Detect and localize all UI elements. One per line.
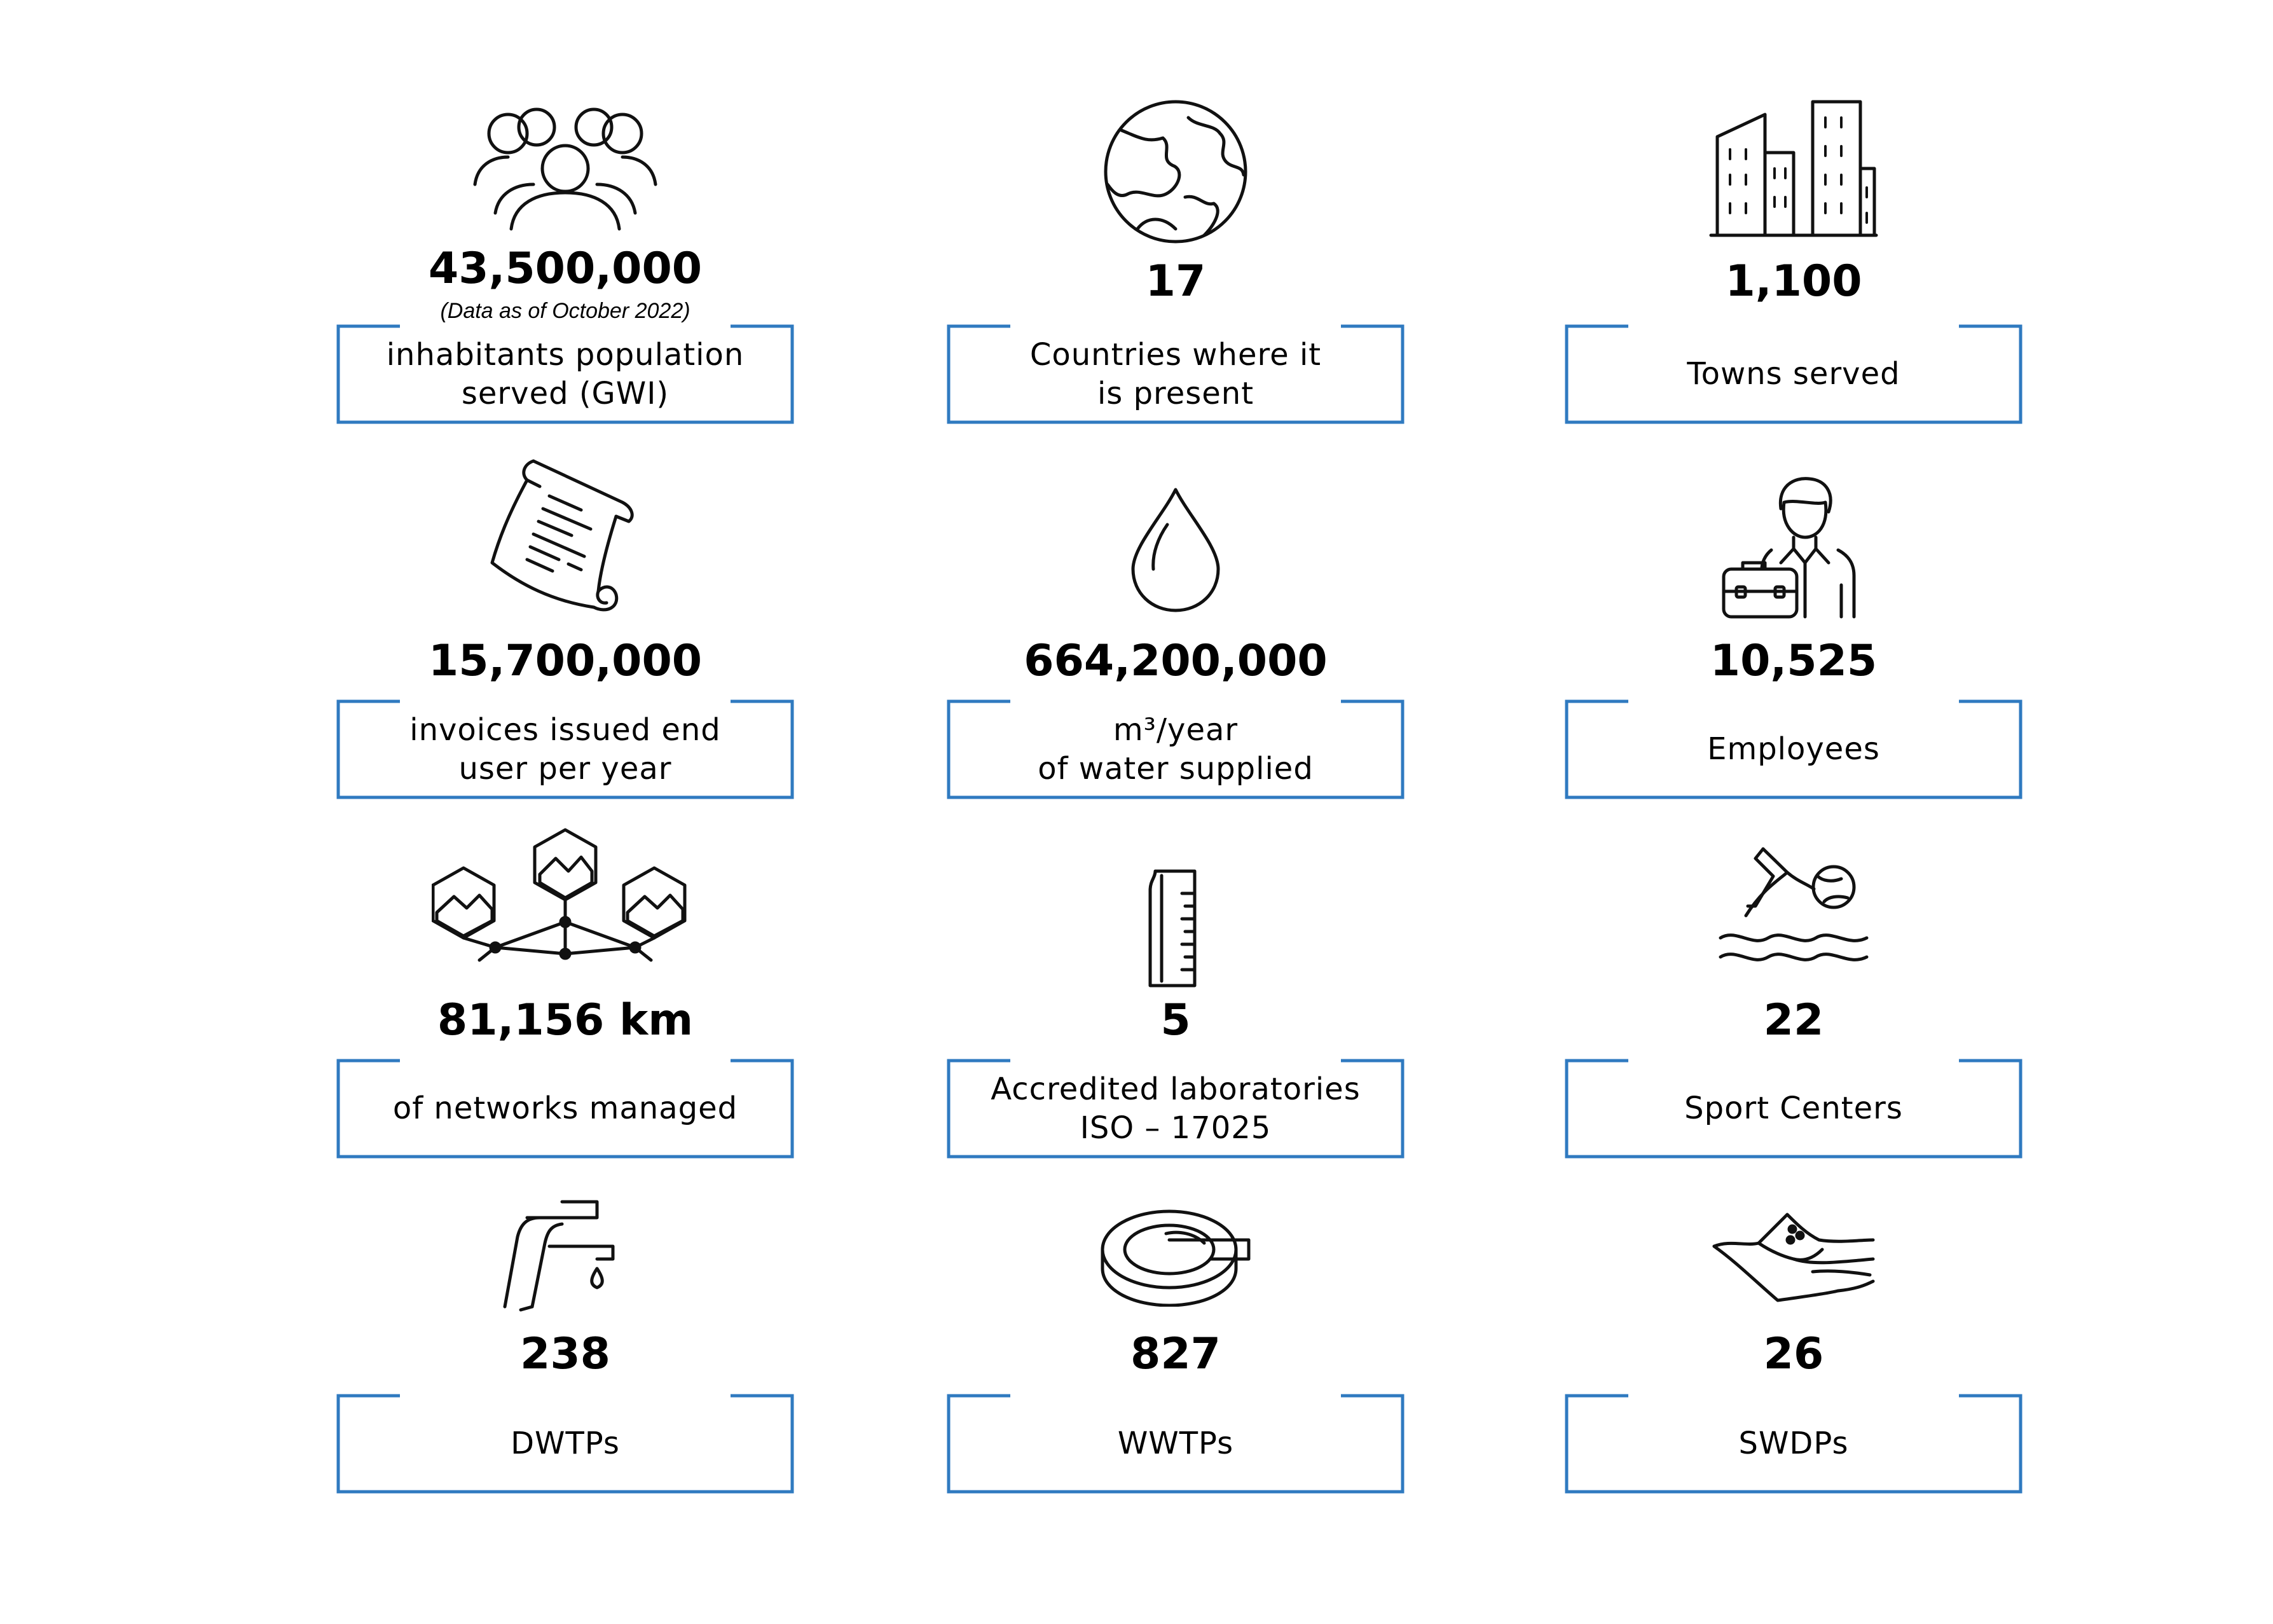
stat-towns xyxy=(1565,99,2022,442)
stat-value: 17 xyxy=(1145,256,1206,306)
stat-label: inhabitants population served (GWI) xyxy=(386,336,745,411)
stat-value: 81,156 km xyxy=(437,995,694,1045)
stat-value: 26 xyxy=(1763,1329,1824,1379)
stat-label-box xyxy=(947,1059,1404,1159)
stat-water-supplied xyxy=(947,458,1404,801)
swimmer-icon xyxy=(1717,846,1870,967)
stat-swdps xyxy=(1565,1199,2022,1542)
stat-label-box xyxy=(947,699,1404,799)
stat-label-box xyxy=(947,1394,1404,1494)
stat-value: 10,525 xyxy=(1710,636,1878,686)
stat-label-box xyxy=(336,699,794,799)
buildings-icon xyxy=(1708,99,1879,238)
stat-label: of networks managed xyxy=(392,1091,738,1126)
people-group-icon xyxy=(470,99,661,232)
stat-value: 238 xyxy=(520,1329,610,1379)
stat-label: DWTPs xyxy=(511,1426,620,1461)
stat-label-box xyxy=(1565,1059,2022,1159)
stat-countries xyxy=(947,99,1404,442)
stat-networks xyxy=(336,827,794,1170)
stat-note: (Data as of October 2022) xyxy=(440,299,690,323)
stat-label-box xyxy=(1565,699,2022,799)
stat-label-box xyxy=(336,1059,794,1159)
stat-label-box xyxy=(947,324,1404,424)
network-houses-icon xyxy=(432,827,699,973)
stat-label: Accredited laboratories ISO – 17025 xyxy=(991,1071,1361,1146)
stat-wwtps xyxy=(947,1199,1404,1542)
employee-briefcase-icon xyxy=(1720,474,1867,620)
stat-value: 1,100 xyxy=(1725,256,1862,306)
invoice-scroll-icon xyxy=(489,458,642,617)
stat-label: Sport Centers xyxy=(1684,1091,1903,1126)
stat-sport-centers xyxy=(1565,827,2022,1170)
stat-laboratories xyxy=(947,827,1404,1170)
stat-label-box xyxy=(336,324,794,424)
water-drop-icon xyxy=(1128,486,1223,614)
stat-label: m³/year of water supplied xyxy=(1038,712,1314,787)
stat-value: 22 xyxy=(1763,995,1824,1045)
stat-value: 827 xyxy=(1130,1329,1221,1379)
stat-value: 15,700,000 xyxy=(428,636,703,686)
stat-dwtps xyxy=(336,1199,794,1542)
stat-label: WWTPs xyxy=(1117,1426,1234,1461)
globe-icon xyxy=(1102,99,1249,245)
water-tap-icon xyxy=(502,1199,629,1313)
stat-label: Countries where it is present xyxy=(1029,336,1322,411)
stat-employees xyxy=(1565,458,2022,801)
wastewater-plant-icon xyxy=(1099,1205,1252,1307)
stat-value: 5 xyxy=(1160,995,1191,1045)
desalination-hand-icon xyxy=(1711,1211,1876,1307)
stat-label: SWDPs xyxy=(1738,1426,1849,1461)
stat-population xyxy=(336,99,794,442)
stat-label: Employees xyxy=(1707,731,1880,767)
stat-invoices xyxy=(336,458,794,801)
graduated-cylinder-icon xyxy=(1144,868,1207,989)
stat-label-box xyxy=(336,1394,794,1494)
stat-value: 664,200,000 xyxy=(1024,636,1328,686)
stat-label: Towns served xyxy=(1687,356,1900,392)
stat-label: invoices issued end user per year xyxy=(409,712,721,787)
stat-label-box xyxy=(1565,324,2022,424)
stat-value: 43,500,000 xyxy=(428,244,703,294)
stat-label-box xyxy=(1565,1394,2022,1494)
